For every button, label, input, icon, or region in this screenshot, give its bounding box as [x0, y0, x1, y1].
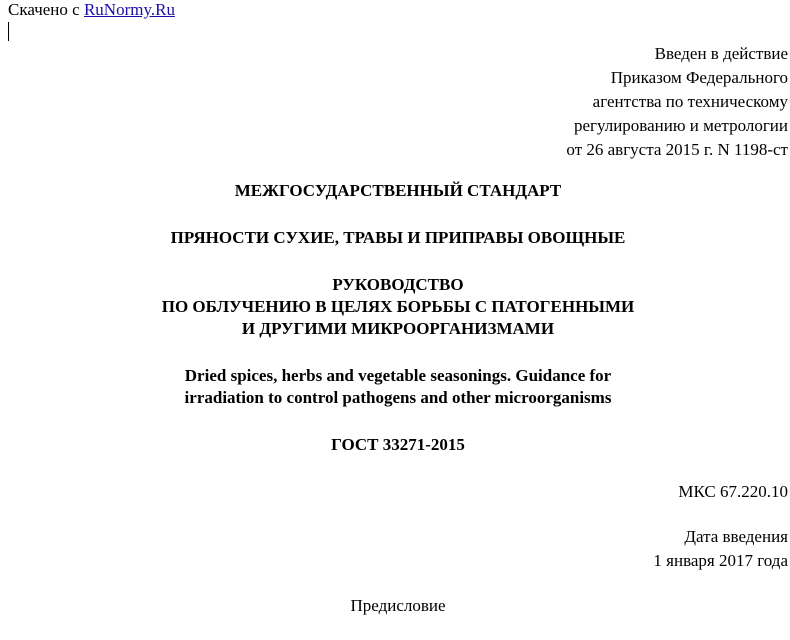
- source-line: [8, 0, 175, 20]
- text-cursor: [8, 22, 9, 41]
- intro-date-value: 1 января 2017 года: [653, 551, 788, 570]
- mks-block: [678, 480, 788, 504]
- english-title-line: Dried spices, herbs and vegetable seasonings. Guidance for: [184, 366, 612, 385]
- interstate-heading: [0, 180, 790, 202]
- source-prefix: Скачено с: [8, 0, 84, 19]
- designation-block: [0, 434, 790, 456]
- guide-title-line: И ДРУГИМИ МИКРООРГАНИЗМАМИ: [241, 319, 555, 338]
- enactment-line: Приказом Федерального: [610, 68, 788, 87]
- guide-title-line: ПО ОБЛУЧЕНИЮ В ЦЕЛЯХ БОРЬБЫ С ПАТОГЕННЫМИ: [161, 297, 635, 316]
- intro-date-block: [653, 525, 788, 573]
- source-link[interactable]: RuNormy.Ru: [83, 0, 175, 19]
- enactment-line: агентства по техническому: [592, 92, 788, 111]
- mks-code: МКС 67.220.10: [678, 482, 788, 501]
- foreword-heading: Предисловие: [350, 596, 446, 615]
- intro-date-label: Дата введения: [684, 527, 788, 546]
- interstate-title: МЕЖГОСУДАРСТВЕННЫЙ СТАНДАРТ: [234, 181, 562, 200]
- enactment-line: Введен в действие: [654, 44, 788, 63]
- foreword-block: [0, 595, 790, 617]
- enactment-block: [566, 42, 788, 162]
- guide-title-line: РУКОВОДСТВО: [332, 275, 464, 294]
- enactment-line: от 26 августа 2015 г. N 1198-ст: [566, 140, 788, 159]
- subject-title: ПРЯНОСТИ СУХИЕ, ТРАВЫ И ПРИПРАВЫ ОВОЩНЫЕ: [170, 228, 626, 247]
- english-title-line: irradiation to control pathogens and other microorganisms: [184, 388, 612, 407]
- english-title: [0, 365, 790, 409]
- enactment-line: регулированию и метрологии: [573, 116, 788, 135]
- subject-heading: [0, 227, 790, 249]
- guide-heading: [0, 274, 790, 340]
- standard-designation: ГОСТ 33271-2015: [331, 435, 465, 454]
